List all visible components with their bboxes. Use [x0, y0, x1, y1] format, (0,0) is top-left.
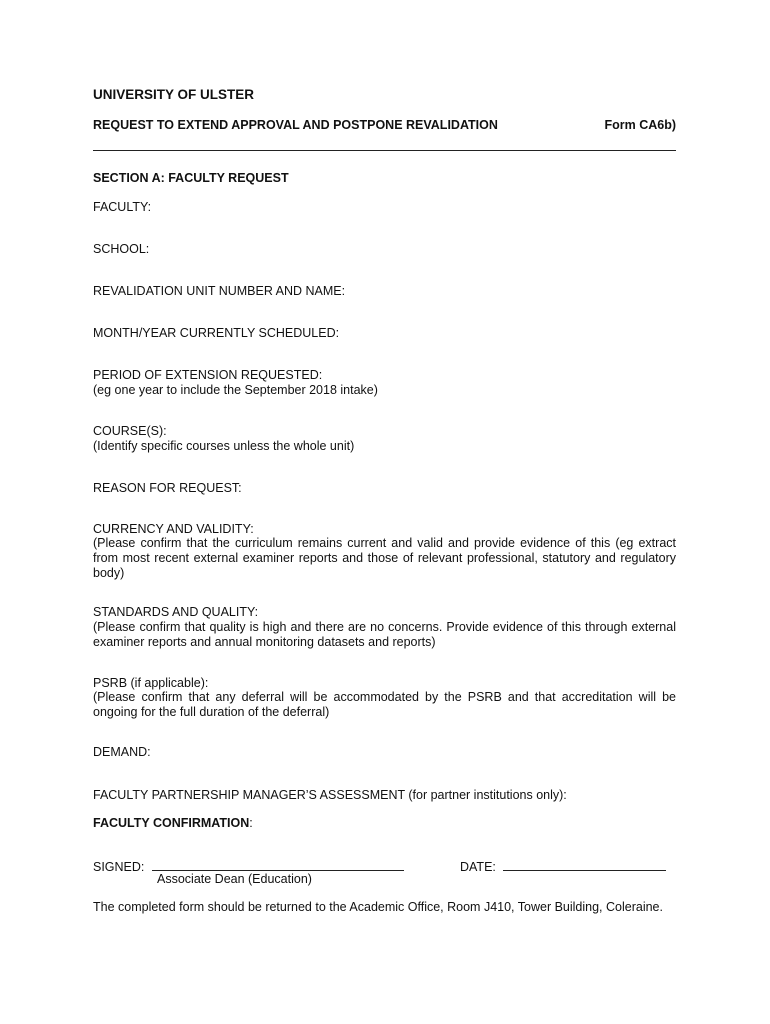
- period-note: (eg one year to include the September 2018 intake): [93, 383, 378, 397]
- month-year-label: MONTH/YEAR CURRENTLY SCHEDULED:: [93, 326, 340, 340]
- courses-label: COURSE(S):: [93, 424, 167, 438]
- faculty-label: FACULTY:: [93, 200, 152, 214]
- header-divider: [93, 150, 676, 151]
- date-line[interactable]: [503, 858, 666, 871]
- confirmation-colon: :: [249, 816, 253, 830]
- courses-note: (Identify specific courses unless the whole unit): [93, 439, 355, 453]
- return-instructions: The completed form should be returned to the Academic Office, Room J410, Tower Building, Coleraine.: [93, 900, 663, 914]
- currency-label: CURRENCY AND VALIDITY:: [93, 522, 254, 536]
- school-label: SCHOOL:: [93, 242, 150, 256]
- standards-note: (Please confirm that quality is high and there are no concerns. Provide evidence of this through external examiner reports and annual monitoring datasets and reports): [93, 620, 676, 649]
- period-label: PERIOD OF EXTENSION REQUESTED:: [93, 368, 323, 382]
- date-row: [460, 858, 666, 874]
- form-code: Form CA6b): [604, 118, 676, 132]
- university-title: UNIVERSITY OF ULSTER: [93, 87, 255, 102]
- demand-label: DEMAND:: [93, 745, 151, 759]
- faculty-confirmation-heading: [93, 816, 253, 830]
- revalidation-unit-label: REVALIDATION UNIT NUMBER AND NAME:: [93, 284, 346, 298]
- signature-line[interactable]: [152, 858, 404, 871]
- reason-label: REASON FOR REQUEST:: [93, 481, 242, 495]
- standards-label: STANDARDS AND QUALITY:: [93, 605, 259, 619]
- signed-label: SIGNED:: [93, 860, 145, 874]
- form-title: REQUEST TO EXTEND APPROVAL AND POSTPONE REVALIDATION: [93, 118, 498, 132]
- section-a-heading: SECTION A: FACULTY REQUEST: [93, 171, 289, 185]
- fpm-assessment-label: FACULTY PARTNERSHIP MANAGER’S ASSESSMENT (for partner institutions only):: [93, 788, 567, 802]
- psrb-label: PSRB (if applicable):: [93, 676, 209, 690]
- psrb-note: (Please confirm that any deferral will be accommodated by the PSRB and that accreditation will be ongoing for the full duration of the deferral): [93, 690, 676, 719]
- date-label: DATE:: [460, 860, 496, 874]
- confirmation-heading-text: FACULTY CONFIRMATION: [93, 816, 250, 830]
- signatory-role: Associate Dean (Education): [157, 872, 312, 886]
- currency-note: (Please confirm that the curriculum remains current and valid and provide evidence of this (eg extract from most recent external examiner reports and those of relevant professional, statutory and regulatory body): [93, 536, 676, 580]
